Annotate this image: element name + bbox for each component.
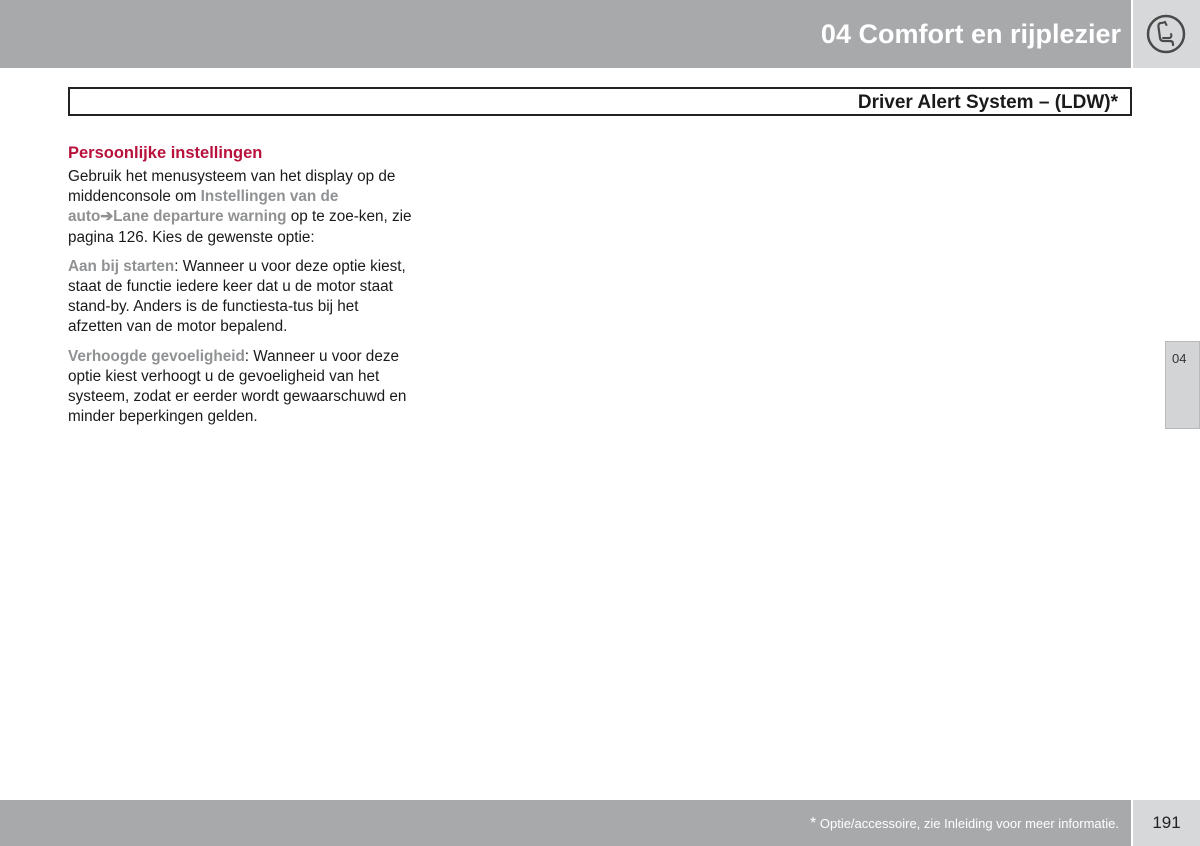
header-bar xyxy=(0,0,1131,68)
menu-path-settings: Instellingen van de auto xyxy=(68,188,339,226)
chapter-side-tab xyxy=(1165,341,1200,429)
section-title-box xyxy=(68,87,1132,116)
arrow-icon: ➔ xyxy=(100,208,114,226)
option-label-start: Aan bij starten xyxy=(68,257,175,275)
chapter-icon-box xyxy=(1133,0,1200,68)
option-text-start: : Wanneer u voor deze optie kiest, staat de functie iedere keer dat u de motor staat stand-by. Anders is de functiesta-tus bij het afzetten van de motor bepalend. xyxy=(68,257,406,336)
content-column xyxy=(68,143,413,436)
p1-text-after: op te zoe-ken, zie pagina 126. Kies de gewenste optie: xyxy=(68,208,412,246)
paragraph-option-start xyxy=(68,257,413,338)
menu-path-lane-departure: Lane departure warning xyxy=(113,208,287,226)
paragraph-option-sensitivity xyxy=(68,347,413,428)
footnote-star: * xyxy=(810,815,817,832)
option-label-sensitivity: Verhoogde gevoeligheid xyxy=(68,347,245,365)
footnote xyxy=(810,815,1119,833)
page-number: 191 xyxy=(1133,800,1200,846)
side-tab-label: 04 xyxy=(1172,351,1187,366)
option-text-sensitivity: : Wanneer u voor deze optie kiest verhoogt u de gevoeligheid van het systeem, zodat er eerder wordt gewaarschuwd en minder beperkingen gelden. xyxy=(68,347,407,426)
chapter-title: 04 Comfort en rijplezier xyxy=(820,19,1121,49)
seat-icon xyxy=(1144,14,1188,54)
content-heading: Persoonlijke instellingen xyxy=(68,144,263,162)
paragraph-menu-instructions xyxy=(68,167,413,248)
section-title: Driver Alert System – (LDW)* xyxy=(857,92,1118,113)
footnote-text: Optie/accessoire, zie Inleiding voor meer informatie. xyxy=(819,816,1119,831)
p1-text-before: Gebruik het menusysteem van het display op de middenconsole om xyxy=(68,168,396,206)
footer-bar xyxy=(0,800,1131,846)
